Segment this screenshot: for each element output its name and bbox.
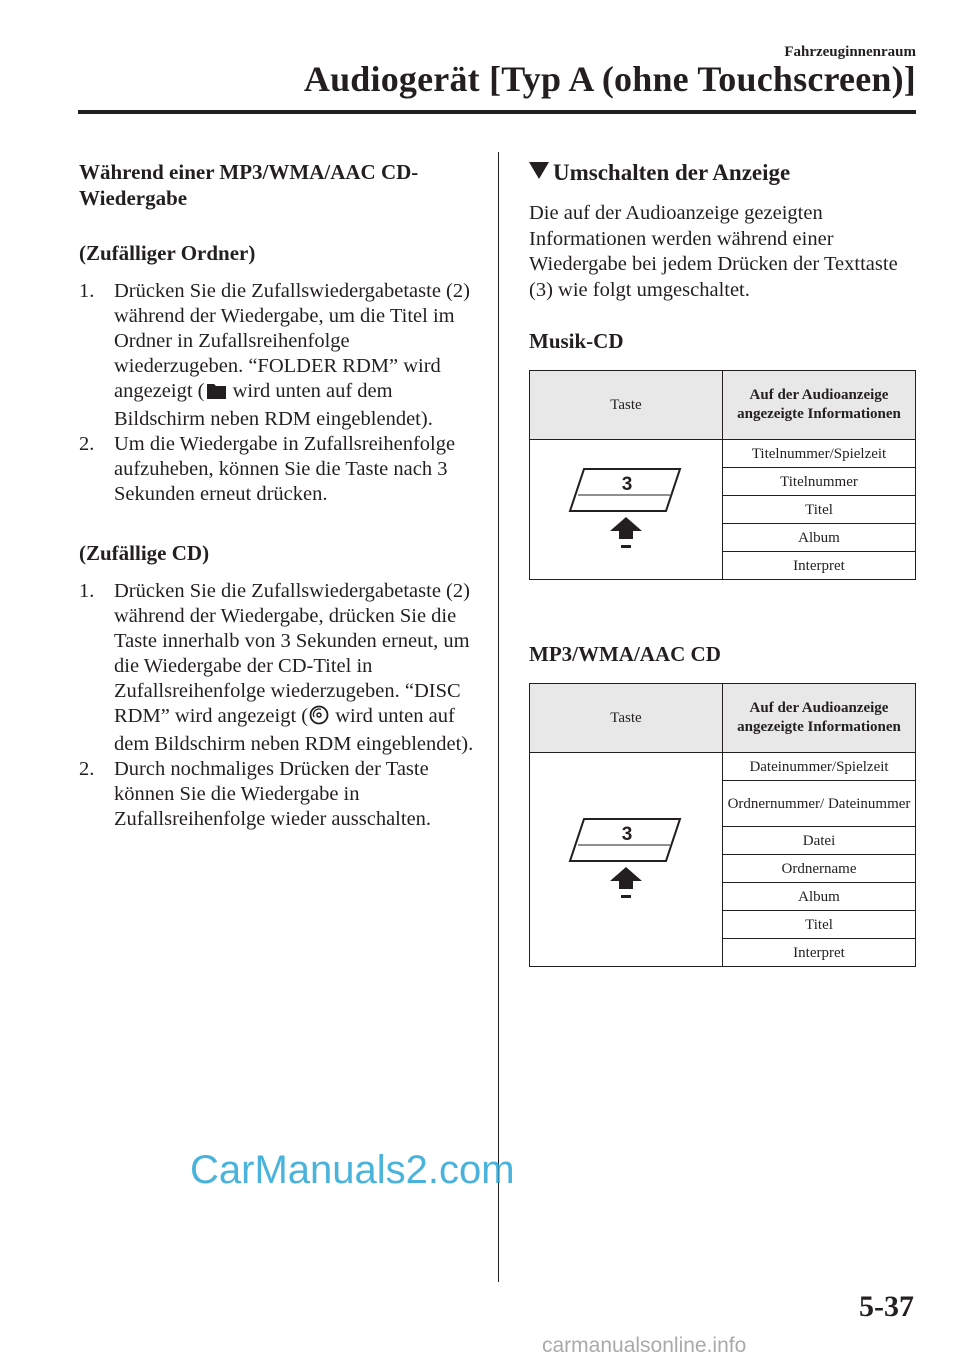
list-item bbox=[79, 579, 479, 757]
list-item bbox=[79, 432, 479, 507]
step-number: 2. bbox=[79, 758, 95, 780]
page-number: 5-37 bbox=[859, 1290, 914, 1323]
list-item bbox=[79, 757, 479, 832]
header-rule bbox=[78, 110, 916, 114]
col-taste: Taste bbox=[530, 684, 723, 753]
col-info: Auf der Audioanzeige angezeigte Informationen bbox=[723, 371, 916, 440]
info-value: Titel bbox=[723, 911, 916, 939]
right-column bbox=[529, 158, 916, 967]
info-value: Ordnernummer/ Dateinummer bbox=[723, 781, 916, 827]
list-item bbox=[79, 279, 479, 432]
random-folder-title: (Zufälliger Ordner) bbox=[79, 241, 256, 265]
column-divider bbox=[498, 152, 499, 1282]
step-number: 1. bbox=[79, 580, 95, 602]
col-taste: Taste bbox=[530, 371, 723, 440]
random-cd-title: (Zufällige CD) bbox=[79, 541, 210, 565]
table-row bbox=[530, 440, 916, 468]
display-switch-heading-text: Umschalten der Anzeige bbox=[553, 160, 791, 185]
press-arrow-icon bbox=[610, 867, 642, 898]
step-text: Um die Wiedergabe in Zufallsreihenfolge aufzuheben, können Sie die Taste nach 3 Sekunden erneut drücken. bbox=[114, 433, 456, 505]
table-row bbox=[530, 753, 916, 781]
button-label: 3 bbox=[621, 824, 633, 845]
step-number: 2. bbox=[79, 433, 95, 455]
info-value: Titel bbox=[723, 496, 916, 524]
text-button-cell bbox=[530, 440, 723, 580]
col-info: Auf der Audioanzeige angezeigte Informationen bbox=[723, 684, 916, 753]
display-switch-heading bbox=[529, 158, 916, 188]
info-value: Interpret bbox=[723, 939, 916, 967]
info-value: Datei bbox=[723, 827, 916, 855]
table-header-row bbox=[530, 371, 916, 440]
info-value: Titelnummer bbox=[723, 468, 916, 496]
mp3-cd-table bbox=[529, 683, 916, 967]
random-folder-steps bbox=[79, 279, 479, 507]
text-button-cell bbox=[530, 753, 723, 967]
step-number: 1. bbox=[79, 280, 95, 302]
text-button-3-icon bbox=[566, 809, 686, 905]
folder-icon bbox=[206, 381, 227, 407]
music-cd-table bbox=[529, 370, 916, 580]
watermark: CarManuals2.com bbox=[190, 1148, 515, 1192]
info-value: Ordnername bbox=[723, 855, 916, 883]
left-column bbox=[79, 159, 479, 832]
footer-watermark: carmanualsonline.info bbox=[542, 1334, 747, 1357]
music-cd-title: Musik-CD bbox=[529, 329, 624, 353]
random-cd-steps bbox=[79, 579, 479, 832]
step-text: Drücken Sie die Zufallswiedergabetaste (2) während der Wiedergabe, drücken Sie die Taste innerhalb von 3 Sekunden erneut, um die Wiedergabe der CD-Titel in Zufallsreihenfolge wiederzugeben. “DISC RDM” wird angezeigt ( bbox=[114, 580, 470, 727]
page-title: Audiogerät [Typ A (ohne Touchscreen)] bbox=[303, 59, 916, 99]
info-value: Dateinummer/Spielzeit bbox=[723, 753, 916, 781]
table-header-row bbox=[530, 684, 916, 753]
info-value: Titelnummer/Spielzeit bbox=[723, 440, 916, 468]
section-triangle-icon bbox=[529, 162, 549, 179]
step-text: Durch nochmaliges Drücken der Taste können Sie die Wiedergabe in Zufallsreihenfolge wieder ausschalten. bbox=[114, 758, 432, 830]
header-section: Fahrzeuginnenraum bbox=[784, 44, 916, 60]
press-arrow-icon bbox=[610, 517, 642, 548]
info-value: Interpret bbox=[723, 552, 916, 580]
step-text: Drücken Sie die Zufallswiedergabetaste (2) während der Wiedergabe, um die Titel im Ordner in Zufallsreihenfolge wiederzugeben. “FOLDER RDM” wird angezeigt ( bbox=[114, 280, 470, 402]
step-text-cont: wird unten auf dem Bildschirm neben RDM eingeblendet). bbox=[114, 380, 433, 430]
text-button-3-icon bbox=[566, 459, 686, 555]
step-text-cont: wird unten auf dem Bildschirm neben RDM eingeblendet). bbox=[114, 705, 474, 755]
mp3-cd-title: MP3/WMA/AAC CD bbox=[529, 642, 721, 666]
button-label: 3 bbox=[621, 474, 633, 495]
display-switch-intro: Die auf der Audioanzeige gezeigten Informationen werden während einer Wiedergabe bei jedem Drücken der Texttaste (3) wie folgt umgeschaltet. bbox=[529, 202, 898, 301]
mp3-playback-heading: Während einer MP3/WMA/AAC CD-Wiedergabe bbox=[79, 160, 419, 210]
info-value: Album bbox=[723, 883, 916, 911]
info-value: Album bbox=[723, 524, 916, 552]
disc-icon bbox=[309, 705, 329, 732]
